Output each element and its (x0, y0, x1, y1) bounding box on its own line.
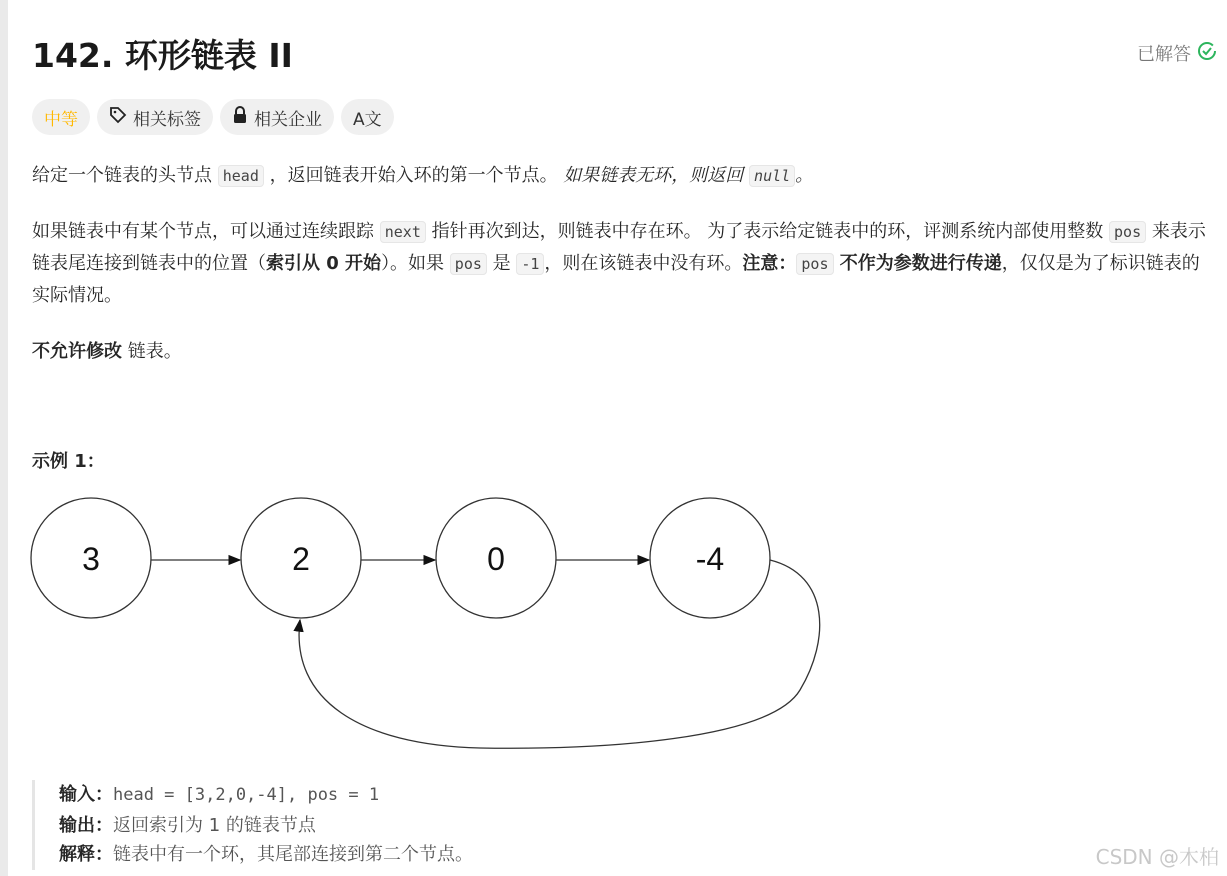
text: 给定一个链表的头节点 (32, 165, 218, 186)
text-bold: 不允许修改 (32, 341, 122, 362)
text-italic: 。 (795, 165, 814, 186)
related-companies-label: 相关企业 (254, 109, 322, 130)
text-bold: 不作为参数进行传递 (833, 253, 1002, 274)
code-pos: pos (450, 253, 487, 275)
text: 指针再次到达，则链表中存在环。 为了表示给定链表中的环，评测系统内部使用整数 (425, 221, 1110, 242)
text: 是 (486, 253, 517, 274)
text: ，则在该链表中没有环。 (544, 253, 743, 274)
text: ，仅仅是为了标识链表的实际情况。 (32, 253, 1200, 306)
code-next: next (380, 221, 426, 243)
explain-label: 解释： (59, 844, 113, 865)
example-title: 示例 1： (32, 451, 105, 472)
code-null: null (749, 165, 795, 187)
node-value: 2 (292, 541, 310, 577)
node-value: 0 (487, 541, 505, 577)
input-value: head = [3,2,0,-4], pos = 1 (113, 785, 380, 805)
difficulty-badge[interactable]: 中等 (32, 99, 90, 135)
text: 链表。 (122, 341, 182, 362)
output-value: 返回索引为 1 的链表节点 (113, 814, 316, 836)
output-label: 输出： (59, 814, 113, 836)
explain-value: 链表中有一个环，其尾部连接到第二个节点。 (113, 844, 473, 865)
text-bold: 索引从 0 开始 (266, 253, 382, 274)
text: ，返回链表开始入环的第一个节点。 (263, 165, 564, 186)
cycle-arrow (299, 560, 820, 748)
translate-button[interactable]: A文 (341, 99, 394, 135)
related-tags-label: 相关标签 (133, 109, 201, 130)
text: 如果链表中有某个节点，可以通过连续跟踪 (32, 221, 380, 242)
code-pos: pos (1109, 221, 1146, 243)
solved-label: 已解答 (1137, 44, 1191, 65)
text: 来表示链表尾连接到链表中的位置（ (32, 221, 1206, 274)
example-block (32, 780, 473, 870)
code-head: head (218, 165, 264, 187)
text-bold: 注意： (742, 253, 797, 274)
page-title: 142. 环形链表 II (32, 36, 293, 75)
node-value: 3 (82, 541, 100, 577)
code-minus-one: -1 (516, 253, 544, 275)
node-value: -4 (695, 541, 725, 577)
code-pos: pos (796, 253, 833, 275)
input-label: 输入： (59, 784, 113, 805)
text: ）。如果 (381, 253, 450, 274)
text-italic: 如果链表无环，则返回 (563, 165, 750, 186)
watermark: CSDN @木柏 (1095, 845, 1219, 869)
